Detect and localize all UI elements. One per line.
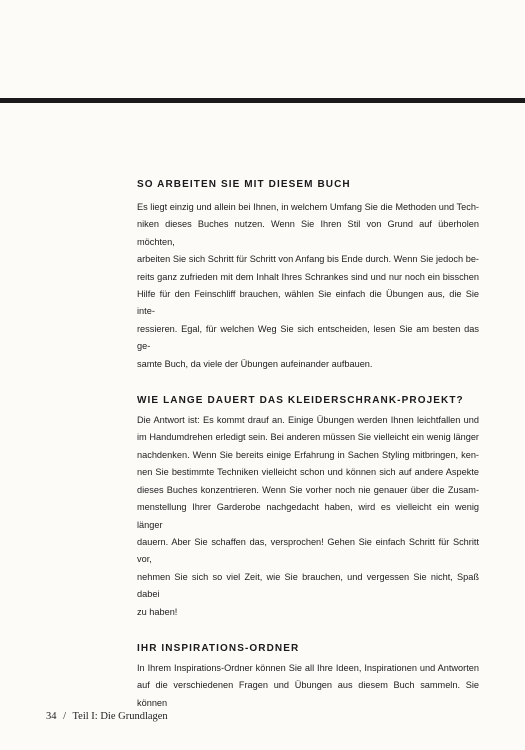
section-body-inspiration-folder	[137, 660, 479, 712]
chapter-title: Teil I: Die Grundlagen	[72, 711, 168, 722]
body-line: dieses Buches konzentrieren. Wenn Sie vorher noch nie genauer über die Zusam-	[137, 484, 479, 495]
body-line: ressieren. Egal, für welchen Weg Sie sich entscheiden, lesen Sie am besten das ge-	[137, 323, 479, 352]
section-body-how-to-work	[137, 199, 479, 373]
top-rule	[0, 98, 525, 103]
body-line: menstellung Ihrer Garderobe nachgedacht haben, wird es vielleicht ein wenig länger	[137, 502, 479, 530]
body-line: In Ihrem Inspirations-Ordner können Sie all Ihre Ideen, Inspirationen und Antworten	[137, 662, 479, 673]
body-line: zu haben!	[137, 606, 178, 617]
page-footer	[46, 711, 172, 722]
section-heading-inspiration-folder: IHR INSPIRATIONS-ORDNER	[137, 642, 300, 654]
body-line: nehmen Sie sich so viel Zeit, wie Sie brauchen, und vergessen Sie nicht, Spaß dabei	[137, 571, 479, 600]
section-body-duration	[137, 412, 479, 621]
body-line: reits ganz zufrieden mit dem Inhalt Ihres Schrankes sind und nur noch ein bisschen	[137, 271, 479, 282]
page-number: 34	[46, 711, 57, 722]
body-line: nen Sie bestimmte Techniken vielleicht schon und können sich auf andere Aspekte	[137, 467, 479, 478]
section-heading-how-to-work: SO ARBEITEN SIE MIT DIESEM BUCH	[137, 179, 351, 190]
body-line: Es liegt einzig und allein bei Ihnen, in welchem Umfang Sie die Methoden und Tech-	[137, 202, 479, 212]
body-line: samte Buch, da viele der Übungen aufeinander aufbauen.	[137, 358, 373, 369]
body-line: Hilfe für den Feinschliff brauchen, wählen Sie einfach die Übungen aus, die Sie inte-	[137, 289, 479, 317]
section-heading-duration: WIE LANGE DAUERT DAS KLEIDERSCHRANK-PROJEKT?	[137, 395, 464, 407]
body-line: dauern. Aber Sie schaffen das, versprochen! Gehen Sie einfach Schritt für Schritt vor,	[137, 536, 479, 565]
body-line: auf die verschiedenen Fragen und Übungen aus diesem Buch sammeln. Sie können	[137, 680, 479, 708]
footer-separator: /	[63, 711, 67, 722]
page-content	[137, 178, 479, 712]
body-line: Die Antwort ist: Es kommt drauf an. Einige Übungen werden Ihnen leichtfallen und	[137, 415, 479, 426]
body-line: arbeiten Sie sich Schritt für Schritt von Anfang bis Ende durch. Wenn Sie jedoch be-	[137, 254, 479, 265]
body-line: nachdenken. Wenn Sie bereits einige Erfahrung in Sachen Styling mitbringen, ken-	[137, 449, 479, 460]
body-line: niken dieses Buches nutzen. Wenn Sie Ihren Stil von Grund auf überholen möchten,	[137, 219, 479, 247]
body-line: im Handumdrehen erledigt sein. Bei anderen müssen Sie vielleicht ein wenig länger	[137, 432, 479, 443]
